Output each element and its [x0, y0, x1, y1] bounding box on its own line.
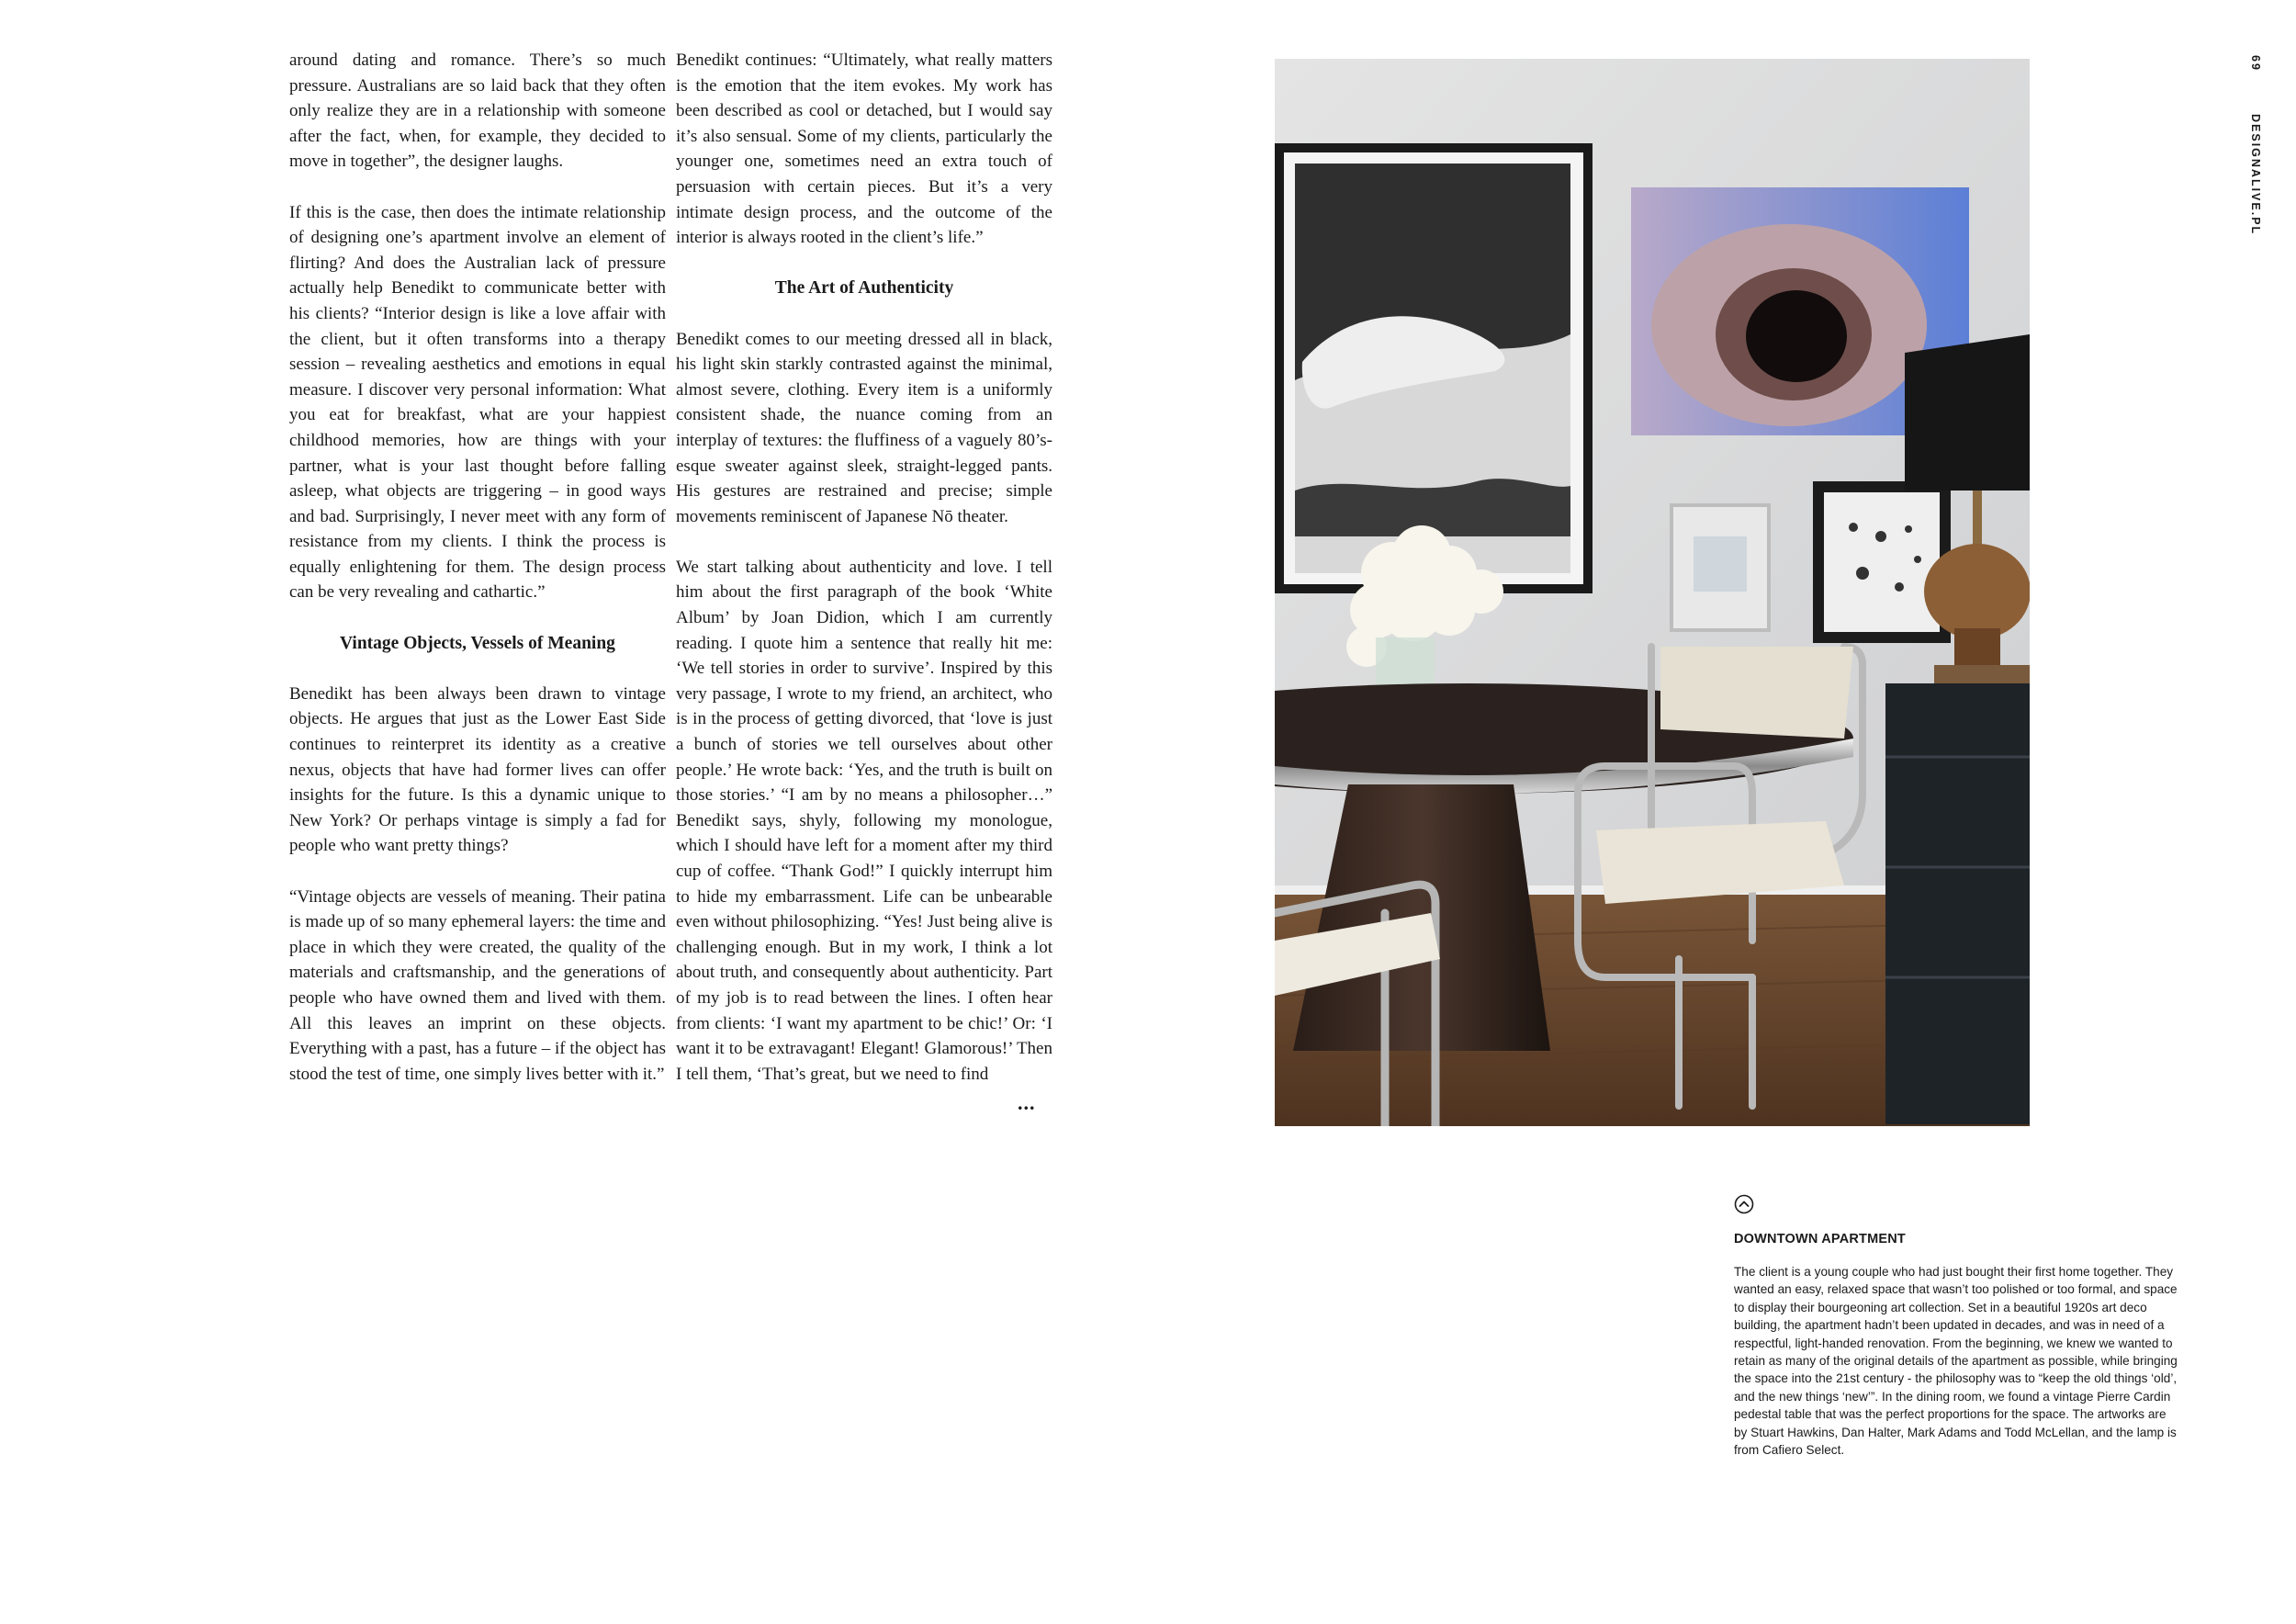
- page-number: 69: [2249, 55, 2262, 72]
- photo-caption: [1734, 1194, 2180, 1459]
- page-side-tag: [2246, 55, 2265, 236]
- chevron-up-circle-icon: [1734, 1194, 1754, 1214]
- continuation-ellipsis: ...: [1018, 1091, 1036, 1114]
- section-heading: Vintage Objects, Vessels of Meaning: [340, 633, 615, 653]
- section-heading: The Art of Authenticity: [774, 278, 954, 299]
- site-name: DESIGNALIVE.PL: [2249, 114, 2262, 236]
- paragraph: Benedikt continues: “Ultimately, what really matters is the emotion that the item evokes. My work has been described as cool or detached, but I would say it’s also sensual. Some of my clients, particularly the younger one, sometimes need an extra touch of persuasion with certain pieces. But it’s a very intimate design process, and the outcome of the interior is always rooted in the client’s life.”: [676, 51, 1052, 248]
- paragraph: Benedikt has been always been drawn to vintage objects. He argues that just as the Lower East Side continues to reinterpret its identity as a creative nexus, objects that have had former lives can offer insights for the future. Is this a dynamic unique to New York? Or perhaps vintage is simply a fad for people who want pretty things?: [289, 683, 666, 856]
- paragraph: “Vintage objects are vessels of meaning. Their patina is made up of so many ephemeral layers: the time and place in which they were created, the quality of the materials and craftsmanship, and the generations of people who have owned them and lived with them. All this leaves an imprint on these objects. Everything with a past, has a future – if the object has stood the test of time, one simply lives better with it.”: [289, 886, 666, 1084]
- interior-photo: [1275, 59, 2030, 1126]
- paragraph: If this is the case, then does the intimate relationship of designing one’s apartment involve an element of flirting? And does the Australian lack of pressure actually help Benedikt to communicate better with his clients? “Interior design is like a love affair with the client, but it often transforms into a therapy session – revealing aesthetics and emotions in equal measure. I discover very personal information: What you eat for breakfast, what are your happiest childhood memories, how are things with your partner, what is your last thought before falling asleep, what objects are triggering – in good ways and bad. Surprisingly, I never meet with any form of resistance from my clients. I think the process is equally enlightening for them. The design process can be very revealing and cathartic.”: [289, 202, 666, 603]
- article-column-1: [289, 48, 666, 1112]
- paragraph: Benedikt comes to our meeting dressed all in black, his light skin starkly contrasted against the minimal, almost severe, clothing. Every item is a uniformly consistent shade, the nuance coming from an interplay of textures: the fluffiness of a vaguely 80’s-esque sweater against sleek, straight-legged pants. His gestures are restrained and precise; simple movements reminiscent of Japanese Nō theater.: [676, 329, 1052, 526]
- caption-title: DOWNTOWN APARTMENT: [1734, 1232, 1906, 1246]
- article-column-2: [676, 48, 1052, 1112]
- paragraph: We start talking about authenticity and love. I tell him about the first paragraph of the book ‘White Album’ by Joan Didion, which I am currently reading. I quote him a sentence that really hit me: ‘We tell stories in order to survive’. Inspired by this very passage, I wrote to my friend, an architect, who is in the process of getting divorced, that ‘love is just a bunch of stories we tell ourselves about other people.’ He wrote back: ‘Yes, and the truth is built on those stories.’ “I am by no means a philosopher…” Benedikt says, shyly, following my monologue, which I should have left for a moment after my third cup of coffee. “Thank God!” I quickly interrupt him to hide my embarrassment. Life can be unbearable even without philosophizing. “Yes! Just being alive is challenging enough. But in my work, I think a lot about truth, and consequently about authenticity. Part of my job is to read between the lines. I often hear from clients: ‘I want my apartment to be chic!’ Or: ‘I want it to be extravagant! Elegant! Glamorous!’ Then I tell them, ‘That’s great, but we need to find: [676, 557, 1052, 1084]
- paragraph: around dating and romance. There’s so much pressure. Australians are so laid back that they often only realize they are in a relationship with someone after the fact, when, for example, they decided to move in together”, the designer laughs.: [289, 51, 666, 172]
- caption-text: The client is a young couple who had just bought their first home together. They wanted an easy, relaxed space that wasn’t too polished or too formal, and space to display their bourgeoning art collection. Set in a beautiful 1920s art deco building, the apartment hadn’t been updated in decades, and was in need of a respectful, light-handed renovation. From the beginning, we knew we wanted to retain as many of the original details of the apartment as possible, while bringing the space into the 21st century - the philosophy was to “keep the old things ‘old’, and the new things ‘new’”. In the dining room, we found a vintage Pierre Cardin pedestal table that was the perfect proportions for the space. The artworks are by Stuart Hawkins, Dan Halter, Mark Adams and Todd McLellan, and the lamp is from Cafiero Select.: [1734, 1265, 2178, 1458]
